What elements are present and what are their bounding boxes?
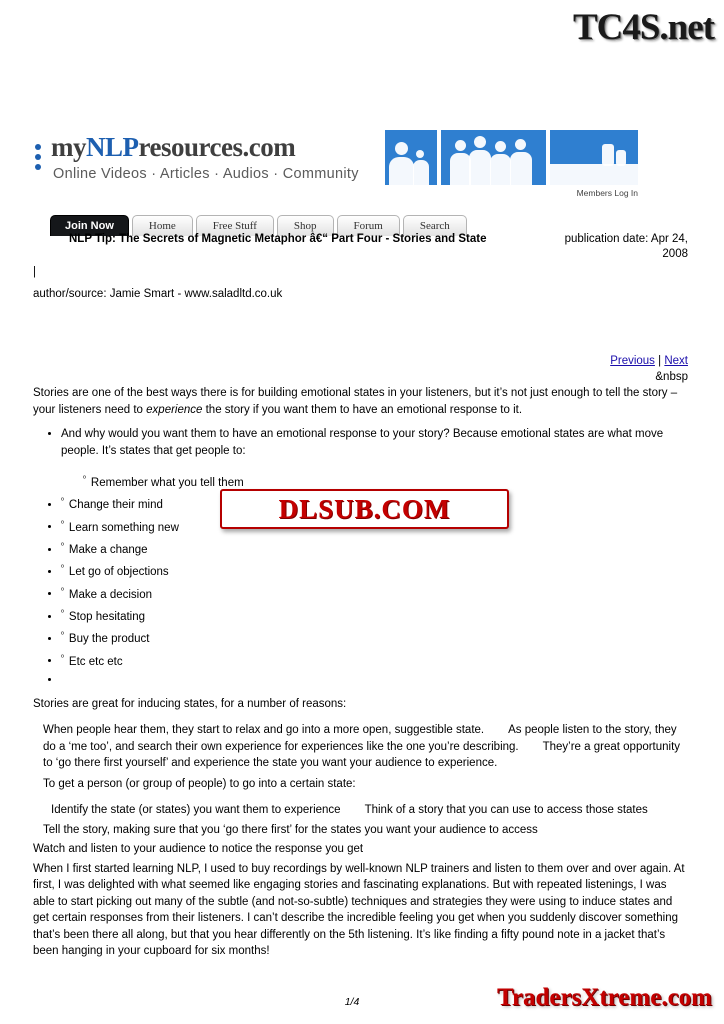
logo-wordmark <box>51 132 295 163</box>
state-item-label: Make a change <box>68 543 148 556</box>
intro-paragraph <box>33 385 688 418</box>
author-source: author/source: Jamie Smart - www.saladltd.co.uk <box>33 288 283 300</box>
reasons-heading: Stories are great for inducing states, for a number of reasons: <box>33 697 347 710</box>
site-header <box>33 130 638 220</box>
header-photo-2 <box>441 130 546 185</box>
sub-bullet-icon: º <box>61 585 64 595</box>
sub-bullet-icon: º <box>61 540 64 550</box>
logo-text-resources: resources.com <box>138 132 296 162</box>
state-item-label: Stop hesitating <box>68 610 146 623</box>
list-item-empty <box>61 672 688 686</box>
header-photo-1 <box>385 130 437 185</box>
sub-bullet-icon: º <box>83 474 86 483</box>
article-header <box>33 232 688 302</box>
step-2: Think of a story that you can use to access those states <box>364 804 648 817</box>
list-item <box>61 605 688 625</box>
intro-emphasis: experience <box>146 403 203 416</box>
list-item <box>61 583 688 603</box>
logo-tagline: Online Videos · Articles · Audios · Community <box>53 166 359 182</box>
members-login-link[interactable]: Members Log In <box>576 188 638 198</box>
nbsp-text: &nbsp <box>655 371 688 383</box>
next-link[interactable]: Next <box>664 355 688 367</box>
pipe-divider: | <box>33 266 36 278</box>
list-item: • And why would you want them to have an emotional response to your story? Because emotional states are what move people. It’s states that get people to: <box>61 426 688 459</box>
closing-paragraph: When I first started learning NLP, I used to buy recordings by well-known NLP trainers and listen to them over and over again. At first, I was delighted with what seemed like engaging stories and fascinating explanations. But with repeated listenings, I was able to start picking out many of the subtle (and not-so-subtle) techniques and strategies they were using to induce states and get certain responses from their listeners. I can’t describe the incredible feeling you get when you suddenly discover something that’s been there all along, but that you hear differently on the 5th listening. It’s like finding a fifty pound note in a jacket that’s been hanging in your cupboard for six months! <box>33 862 685 958</box>
state-item-label: Buy the product <box>68 633 150 646</box>
tradersxtreme-watermark: TradersXtreme.com <box>497 984 712 1011</box>
list-item <box>61 560 688 580</box>
steps-block <box>33 802 688 858</box>
state-item-label: Remember what you tell them <box>90 476 244 489</box>
nav-search[interactable]: Search <box>403 215 467 236</box>
nav-forum[interactable]: Forum <box>337 215 400 236</box>
site-logo[interactable] <box>33 130 378 195</box>
state-item-label: Let go of objections <box>68 566 169 579</box>
list-item <box>61 538 688 558</box>
page-number-text: 1/4 <box>344 996 360 1008</box>
sub-bullet-icon: º <box>61 563 64 573</box>
steps-line-1 <box>33 802 688 819</box>
state-item-label: Change their mind <box>68 499 163 512</box>
nav-home[interactable]: Home <box>132 215 193 236</box>
why-bullet-list <box>33 426 688 459</box>
nav-shop[interactable]: Shop <box>277 215 334 236</box>
article-pager <box>33 353 688 385</box>
reasons-block <box>33 722 688 772</box>
logo-dots-icon <box>35 144 47 174</box>
sub-bullet-icon: º <box>61 630 64 640</box>
step-3: Tell the story, making sure that you ‘go there first’ for the states you want your audience to access <box>43 823 538 836</box>
sub-bullet-icon: º <box>61 496 64 506</box>
article-body <box>33 385 688 968</box>
step-1: Identify the state (or states) you want them to experience <box>51 804 341 817</box>
header-photo-strip <box>385 130 638 188</box>
pager-separator: | <box>658 355 662 367</box>
steps-heading: To get a person (or group of people) to go into a certain state: <box>43 777 356 790</box>
page-title: NLP Tip: The Secrets of Magnetic Metaphor â€“ Part Four - Stories and State <box>69 233 487 245</box>
reasons-paragraph <box>33 722 688 772</box>
sub-bullet-icon: º <box>61 652 64 662</box>
step-4: Watch and listen to your audience to notice the response you get <box>33 843 364 856</box>
nav-join-now[interactable]: Join Now <box>50 215 129 236</box>
nav-free-stuff[interactable]: Free Stuff <box>196 215 274 236</box>
tc4s-watermark: TC4S.net <box>572 7 714 48</box>
intro-text-1: Stories are one of the best ways there is for building emotional states in your listeners, but it’s not just enough to tell the story – your listeners need to <box>33 387 678 416</box>
logo-text-nlp: NLP <box>86 132 139 162</box>
logo-text-my: my <box>51 132 86 162</box>
previous-link[interactable]: Previous <box>610 355 655 367</box>
reason-3: They’re a great opportunity to ‘go there first yourself’ and experience the state you want your audience to experience. <box>43 740 681 770</box>
header-photo-3 <box>550 130 638 185</box>
list-item <box>61 627 688 647</box>
sub-bullet-icon: º <box>61 518 64 528</box>
intro-text-2: the story if you want them to have an emotional response to it. <box>202 403 523 416</box>
reason-2: As people listen to the story, they do a ‘me too’, and search their own experience for experiences like the one you’re describing. <box>43 724 677 753</box>
dlsub-watermark-text: DLSUB.COM <box>278 493 451 524</box>
dlsub-watermark <box>220 489 509 529</box>
reason-1: When people hear them, they start to relax and go into a more open, suggestible state. <box>43 724 485 737</box>
sub-bullet-icon: º <box>61 607 64 617</box>
list-item <box>61 650 688 670</box>
state-item-label: Etc etc etc <box>68 655 123 668</box>
state-item-label: Make a decision <box>68 588 153 601</box>
publication-date: publication date: Apr 24, 2008 <box>564 233 688 260</box>
state-item-label: Learn something new <box>68 521 179 534</box>
